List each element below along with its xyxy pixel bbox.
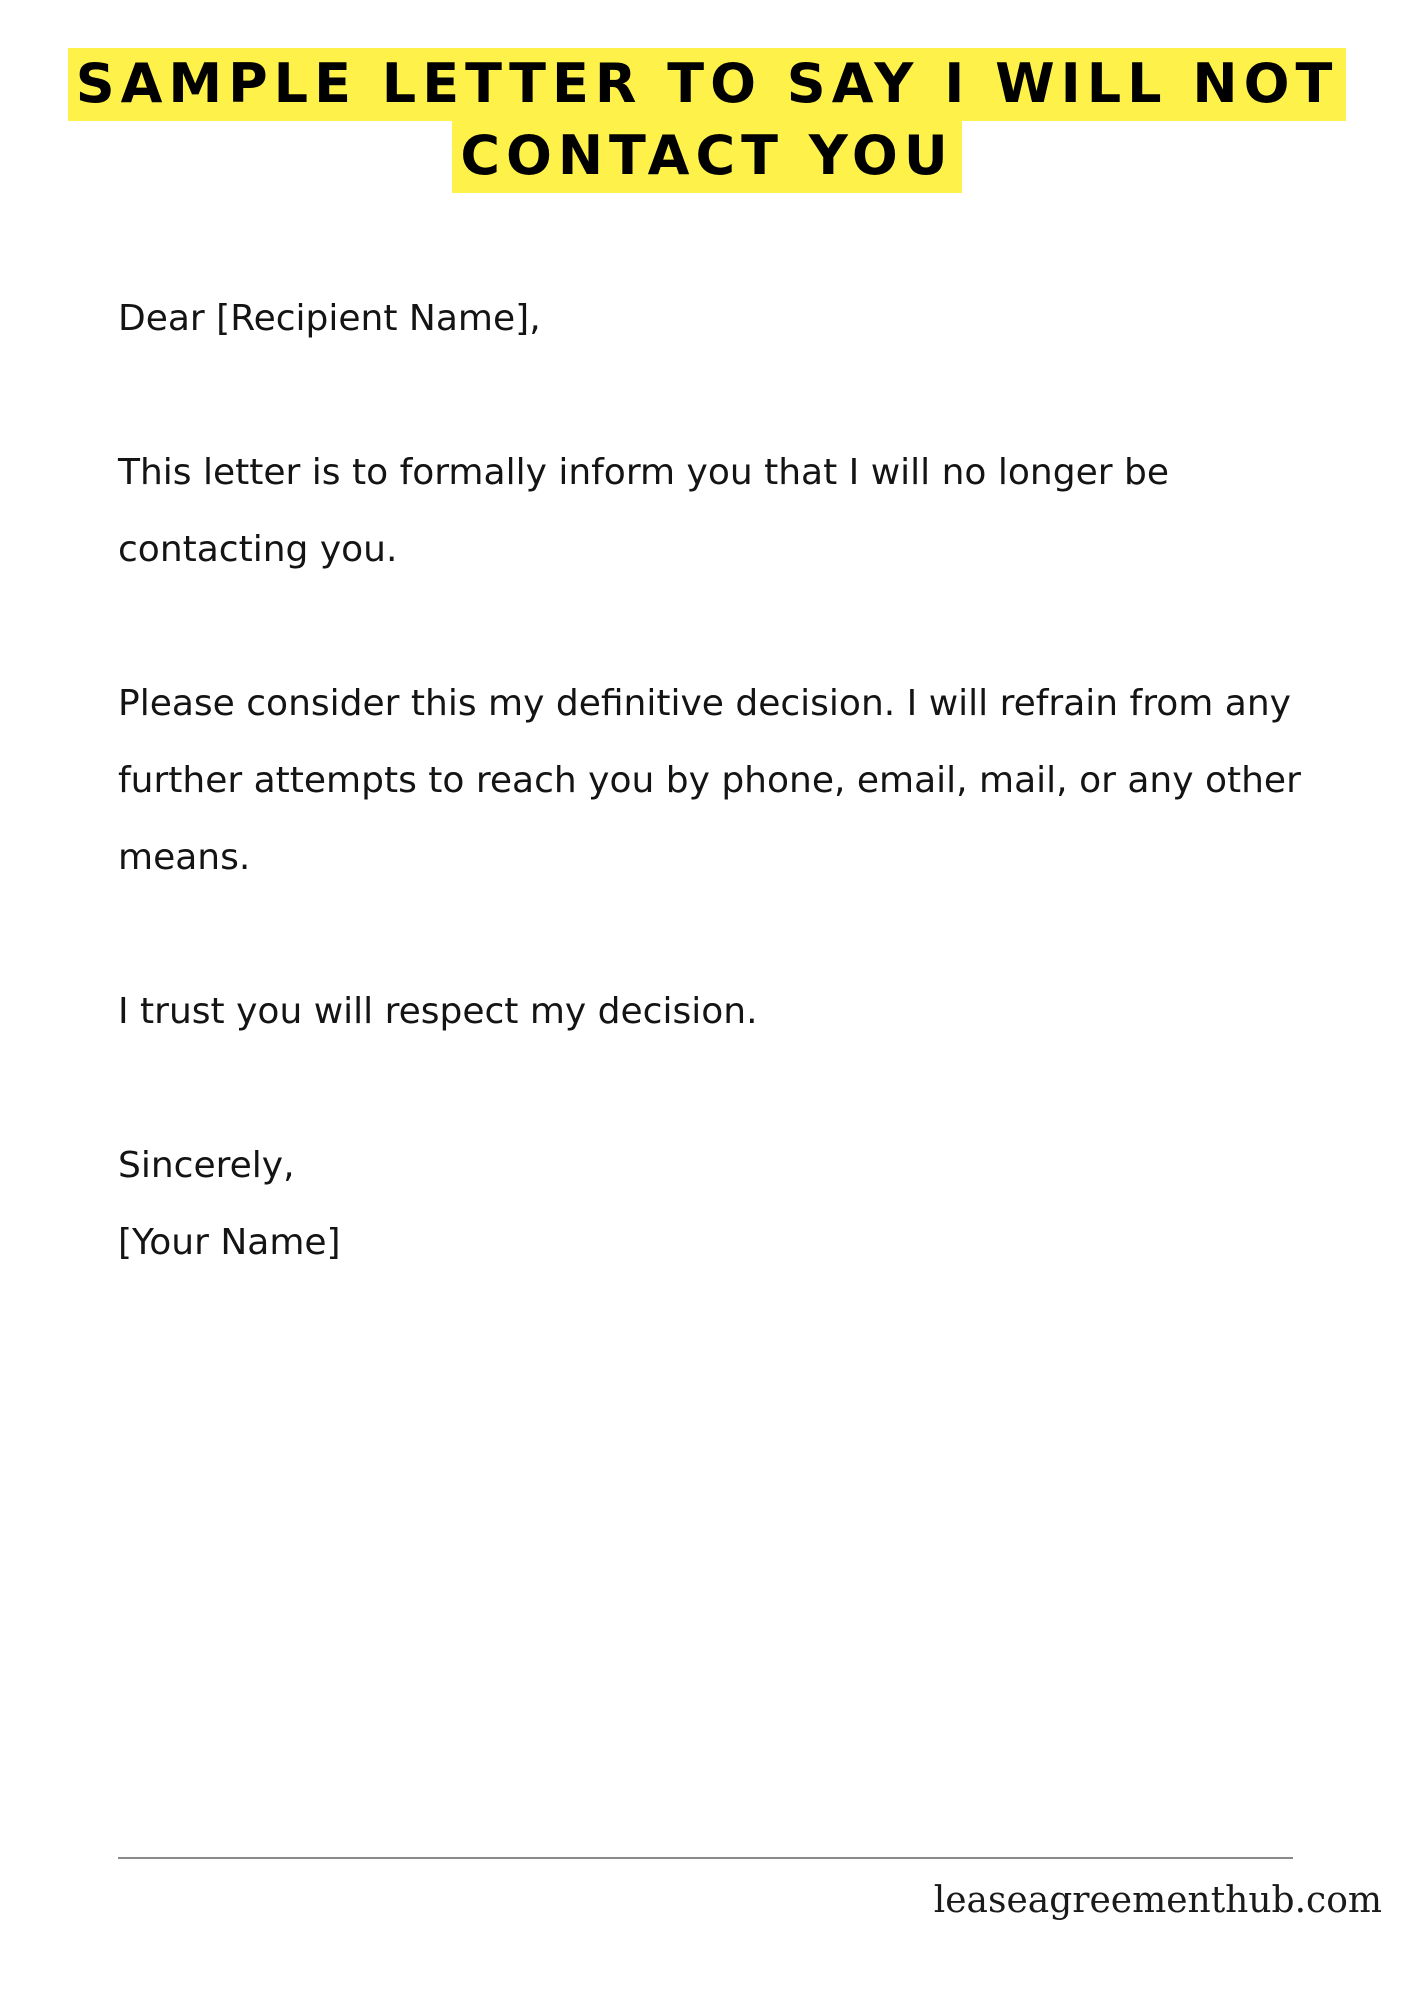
paragraph-3: I trust you will respect my decision. <box>118 991 758 1032</box>
footer-divider <box>118 1857 1293 1859</box>
title-line-1: SAMPLE LETTER TO SAY I WILL NOT <box>68 48 1347 121</box>
title-line-2: CONTACT YOU <box>452 120 961 193</box>
paragraph-1: This letter is to formally inform you that I will no longer be contacting you. <box>118 452 1169 570</box>
sign-off <box>118 1127 1318 1281</box>
signature-placeholder: [Your Name] <box>118 1222 341 1263</box>
letter-body <box>118 280 1318 1281</box>
page-title <box>0 48 1414 192</box>
salutation: Dear [Recipient Name], <box>118 298 541 339</box>
footer-site: leaseagreementhub.com <box>933 1880 1382 1921</box>
paragraph-2: Please consider this my definitive decision. I will refrain from any further attempts to reach you by phone, email, mail, or any other means. <box>118 683 1301 878</box>
closing: Sincerely, <box>118 1145 295 1186</box>
